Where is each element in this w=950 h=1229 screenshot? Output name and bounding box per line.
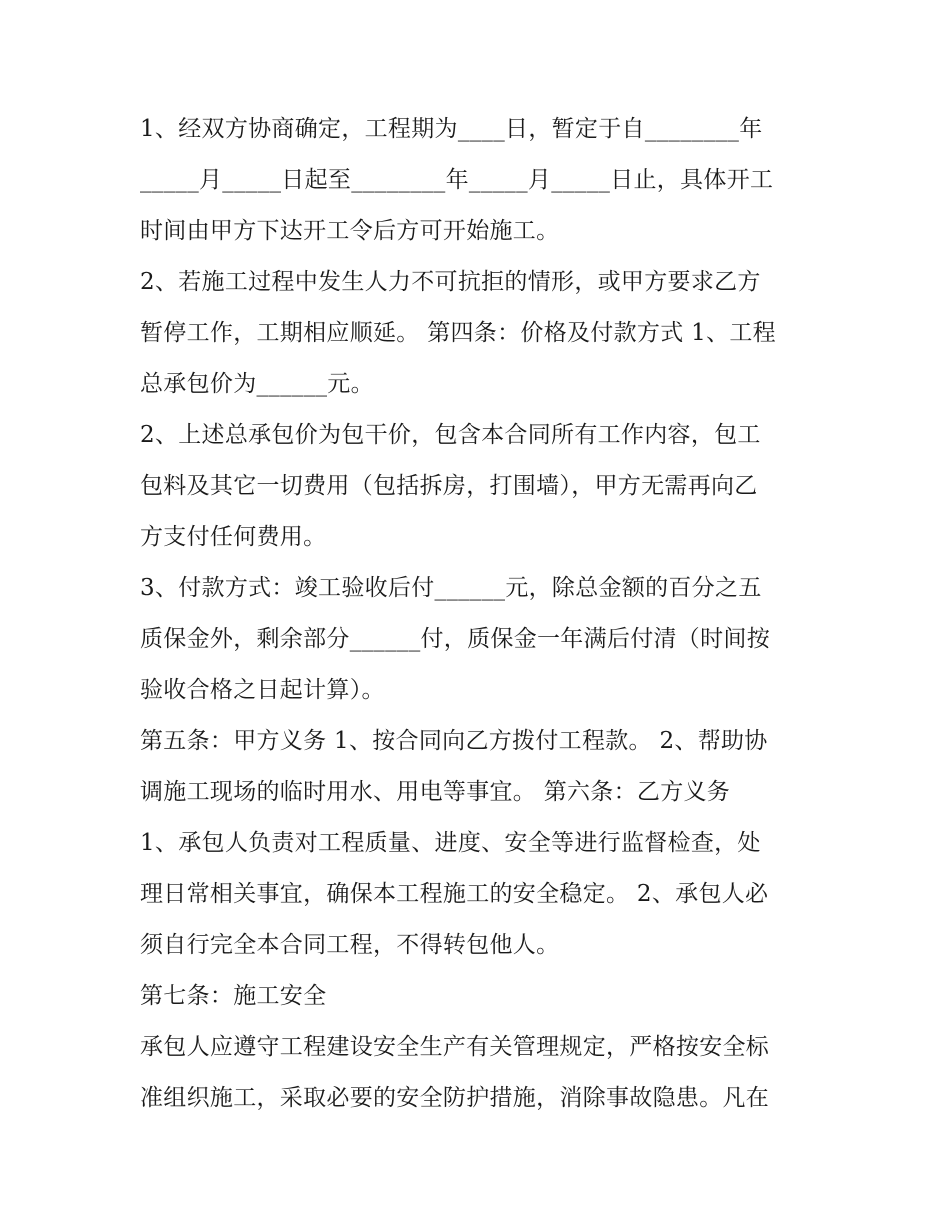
- text-line: 承包人应遵守工程建设安全生产有关管理规定，严格按安全标: [140, 1034, 770, 1060]
- text-line: 2、若施工过程中发生人力不可抗拒的情形，或甲方要求乙方: [140, 269, 761, 295]
- text-line: 第五条：甲方义务 1、按合同向乙方拨付工程款。 2、帮助协: [140, 728, 768, 754]
- text-line: 时间由甲方下达开工令后方可开始施工。: [140, 218, 560, 244]
- text-line: 方支付任何费用。: [140, 524, 327, 550]
- text-line: 包料及其它一切费用（包括拆房，打围墙），甲方无需再向乙: [140, 473, 758, 499]
- text-line: 总承包价为______元。: [140, 371, 374, 397]
- text-line: _____月_____日起至________年_____月_____日止，具体开工: [140, 167, 774, 193]
- text-line: 3、付款方式：竣工验收后付______元，除总金额的百分之五: [140, 575, 762, 601]
- contract-body: [140, 104, 830, 1124]
- text-line: 1、经双方协商确定，工程期为____日，暂定于自________年: [140, 116, 763, 142]
- text-line: 准组织施工，采取必要的安全防护措施，消除事故隐患。凡在: [140, 1085, 770, 1111]
- section-heading: 第七条：施工安全: [140, 983, 327, 1009]
- text-line: 质保金外，剩余部分______付，质保金一年满后付清（时间按: [140, 626, 770, 652]
- text-line: 须自行完全本合同工程，不得转包他人。: [140, 932, 560, 958]
- text-line: 2、上述总承包价为包干价，包含本合同所有工作内容，包工: [140, 422, 761, 448]
- text-line: 1、承包人负责对工程质量、进度、安全等进行监督检查，处: [140, 830, 761, 856]
- text-line: 暂停工作，工期相应顺延。 第四条：价格及付款方式 1、工程: [140, 320, 776, 346]
- text-line: 理日常相关事宜，确保本工程施工的安全稳定。 2、承包人必: [140, 881, 769, 907]
- text-line: 调施工现场的临时用水、用电等事宜。 第六条：乙方义务: [140, 779, 731, 805]
- text-line: 验收合格之日起计算）。: [140, 677, 385, 703]
